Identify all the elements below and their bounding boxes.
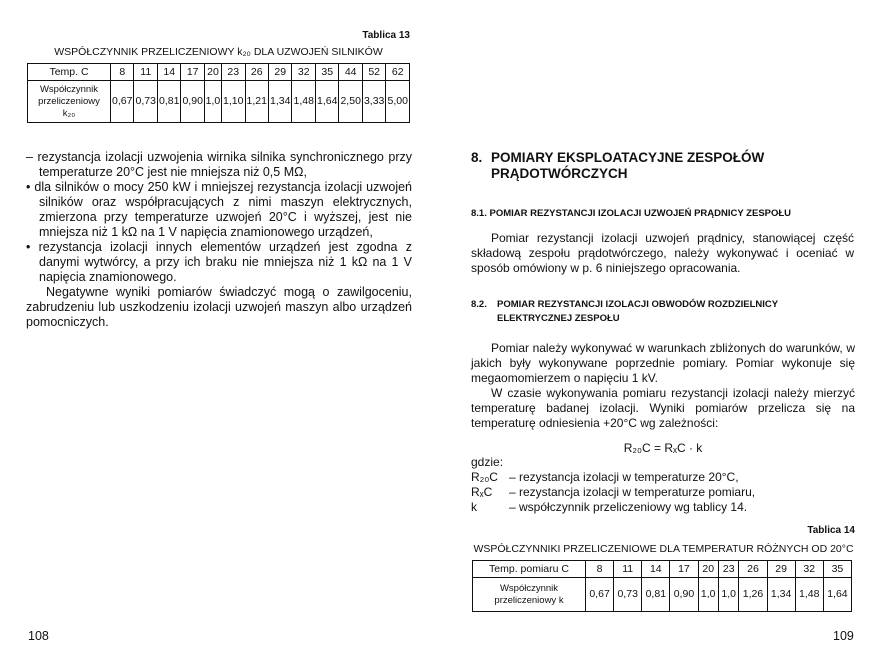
table14-coeff-cell: 1,0 bbox=[698, 578, 718, 612]
table13-temp-cell: 29 bbox=[269, 64, 292, 81]
table14-coeff-cell: 0,73 bbox=[614, 578, 642, 612]
subsection-8-2-paragraph: Pomiar należy wykonywać w warunkach zbliżonych do warunków, w jakich były wykonywane poprzednie pomiary. Pomiar wykonuje się megaomomierzem o napięciu 1 kV. bbox=[471, 341, 855, 385]
table13-coeff-cell: 1,21 bbox=[245, 81, 268, 123]
table13-caption: Tablica 13 bbox=[362, 30, 410, 41]
table13-temp-cell: 23 bbox=[222, 64, 245, 81]
section-heading bbox=[471, 150, 861, 182]
definition-text: – współczynnik przeliczeniowy wg tablicy 14. bbox=[509, 500, 748, 514]
subsection-8-2-title-line: ELEKTRYCZNEJ ZESPOŁU bbox=[497, 313, 620, 324]
table14 bbox=[472, 560, 852, 612]
table14-row2-label-line: przeliczeniowy k bbox=[494, 594, 564, 606]
table13-coeff-cell: 1,0 bbox=[204, 81, 221, 123]
table14-temp-cell: 35 bbox=[823, 561, 851, 578]
definition-row bbox=[471, 485, 855, 500]
table13-temp-cell: 52 bbox=[362, 64, 385, 81]
table13-coeff-row bbox=[28, 81, 410, 123]
table14-caption: Tablica 14 bbox=[807, 525, 855, 536]
definition-row bbox=[471, 500, 855, 515]
table14-coeff-cell: 1,34 bbox=[767, 578, 795, 612]
page-number-left: 108 bbox=[28, 629, 49, 643]
list-item: • dla silników o mocy 250 kW i mniejszej rezystancja izolacji uzwojeń silników oraz współpracujących z nimi maszyn elektrycznych, zmierzona przy temperaturze uzwojeń 20°C i wyższej, jest nie mniejsza niż 1 kΩ na 1 V napięcia znamionowego urządzeń, bbox=[26, 180, 412, 239]
table14-temp-cell: 8 bbox=[586, 561, 614, 578]
subsection-8-2-title-line: POMIAR REZYSTANCJI IZOLACJI OBWODÓW ROZDZIELNICY bbox=[497, 299, 779, 310]
table14-row1-label: Temp. pomiaru C bbox=[473, 561, 586, 578]
table13-row1-label: Temp. C bbox=[28, 64, 111, 81]
table13-row2-label-line: przeliczeniowy bbox=[38, 95, 100, 107]
table14-row2-label bbox=[473, 578, 586, 612]
table13-coeff-cell: 1,64 bbox=[315, 81, 338, 123]
table14-temp-cell: 17 bbox=[670, 561, 698, 578]
table13-temp-cell: 8 bbox=[111, 64, 134, 81]
table14-coeff-cell: 0,90 bbox=[670, 578, 698, 612]
table14-coeff-row bbox=[473, 578, 852, 612]
subsection-8-2-number: 8.2. bbox=[471, 299, 487, 310]
table13-temp-cell: 11 bbox=[134, 64, 157, 81]
table13-coeff-cell: 0,90 bbox=[181, 81, 204, 123]
table14-coeff-cell: 1,0 bbox=[718, 578, 738, 612]
table13-coeff-cell: 1,48 bbox=[292, 81, 315, 123]
table14-title: WSPÓŁCZYNNIKI PRZELICZENIOWE DLA TEMPERATUR RÓŻNYCH OD 20°C bbox=[473, 543, 854, 555]
table13-coeff-cell: 0,67 bbox=[111, 81, 134, 123]
table14-row2-label-line: Współczynnik bbox=[499, 582, 559, 594]
table14-temp-cell: 26 bbox=[739, 561, 767, 578]
table13-row2-label-line: k₂₀ bbox=[62, 107, 76, 119]
section-title-line: PRĄDOTWÓRCZYCH bbox=[491, 166, 628, 181]
definition-row bbox=[471, 470, 855, 485]
table13-title: WSPÓŁCZYNNIK PRZELICZENIOWY k₂₀ DLA UZWOJEŃ SILNIKÓW bbox=[54, 46, 383, 58]
table13-coeff-cell: 1,34 bbox=[269, 81, 292, 123]
left-body-text bbox=[26, 150, 412, 330]
section-title-line: POMIARY EKSPLOATACYJNE ZESPOŁÓW bbox=[491, 150, 765, 165]
table14-coeff-cell: 1,64 bbox=[823, 578, 851, 612]
subsection-8-2-paragraph: W czasie wykonywania pomiaru rezystancji izolacji należy mierzyć temperaturę badanej izolacji. Wyniki pomiarów przelicza się na temperaturę odniesienia +20°C wg zależności: bbox=[471, 386, 855, 430]
subsection-8-2-heading bbox=[471, 298, 861, 326]
subsection-8-1-paragraph: Pomiar rezystancji izolacji uzwojeń prądnicy, stanowiącej część składową zespołu prądotwórczego, należy wykonywać i oceniać w sposób omówiony w p. 6 niniejszego opracowania. bbox=[471, 231, 854, 275]
definition-text: – rezystancja izolacji w temperaturze 20°C, bbox=[509, 470, 739, 484]
subsection-8-1-heading: 8.1. POMIAR REZYSTANCJI IZOLACJI UZWOJEŃ PRĄDNICY ZESPOŁU bbox=[471, 208, 792, 219]
table13-coeff-cell: 3,33 bbox=[362, 81, 385, 123]
table13-temp-cell: 35 bbox=[315, 64, 338, 81]
table13-temp-cell: 20 bbox=[204, 64, 221, 81]
definition-symbol: k bbox=[471, 500, 477, 514]
table13-coeff-cell: 5,00 bbox=[386, 81, 410, 123]
table13-temp-cell: 44 bbox=[339, 64, 362, 81]
table14-coeff-cell: 0,81 bbox=[642, 578, 670, 612]
table13 bbox=[27, 63, 410, 123]
table13-row2-label-line: Współczynnik bbox=[39, 83, 99, 95]
table13-temp-cell: 17 bbox=[181, 64, 204, 81]
formula-definitions bbox=[471, 455, 855, 515]
list-item: – rezystancja izolacji uzwojenia wirnika silnika synchronicznego przy temperaturze 20°C jest nie mniejsza niż 0,5 MΩ, bbox=[26, 150, 412, 179]
table13-temp-cell: 32 bbox=[292, 64, 315, 81]
table13-coeff-cell: 0,73 bbox=[134, 81, 157, 123]
table14-temp-cell: 23 bbox=[718, 561, 738, 578]
table14-temp-cell: 14 bbox=[642, 561, 670, 578]
table13-row2-label bbox=[28, 81, 111, 123]
section-number: 8. bbox=[471, 150, 483, 165]
table13-coeff-cell: 0,81 bbox=[157, 81, 180, 123]
table13-temp-cell: 62 bbox=[386, 64, 410, 81]
list-item: • rezystancja izolacji innych elementów urządzeń jest zgodna z danymi wytwórcy, a przy ich braku nie mniejsza niż 1 kΩ na 1 V napięcia znamionowego. bbox=[26, 240, 412, 284]
where-label: gdzie: bbox=[471, 455, 504, 469]
table14-coeff-cell: 1,26 bbox=[739, 578, 767, 612]
table14-temp-cell: 32 bbox=[795, 561, 823, 578]
definition-symbol: R₂₀C bbox=[471, 470, 498, 484]
table13-temp-cell: 26 bbox=[245, 64, 268, 81]
table13-coeff-cell: 2,50 bbox=[339, 81, 362, 123]
subsection-8-2-body bbox=[471, 341, 855, 431]
definition-symbol: RₓC bbox=[471, 485, 493, 499]
table14-temp-cell: 29 bbox=[767, 561, 795, 578]
definition-text: – rezystancja izolacji w temperaturze pomiaru, bbox=[509, 485, 756, 499]
conclusion-paragraph: Negatywne wyniki pomiarów świadczyć mogą o zawilgoceniu, zabrudzeniu lub uszkodzeniu izolacji uzwojeń maszyn albo urządzeń pomocniczych. bbox=[26, 285, 412, 329]
table13-coeff-cell: 1,10 bbox=[222, 81, 245, 123]
table14-temp-row bbox=[473, 561, 852, 578]
table13-temp-row bbox=[28, 64, 410, 81]
formula: R₂₀C = RₓC · k bbox=[623, 441, 703, 455]
table14-temp-cell: 11 bbox=[614, 561, 642, 578]
table13-temp-cell: 14 bbox=[157, 64, 180, 81]
table14-coeff-cell: 0,67 bbox=[586, 578, 614, 612]
table14-coeff-cell: 1,48 bbox=[795, 578, 823, 612]
table14-temp-cell: 20 bbox=[698, 561, 718, 578]
page-number-right: 109 bbox=[833, 629, 854, 643]
